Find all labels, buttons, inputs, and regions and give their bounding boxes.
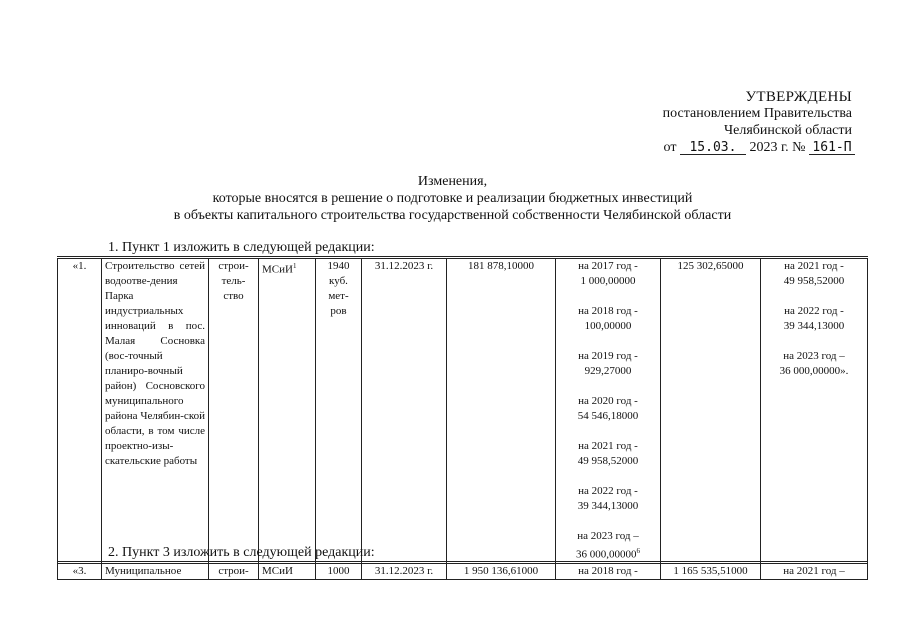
date-year: 2023 г. № [749,140,806,155]
estimated-cost: 181 878,10000 [447,258,556,564]
table-row [58,258,868,564]
yearly-allocations: на 2018 год - [556,563,661,580]
remaining-allocations: на 2021 год - 49 958,52000 на 2022 год - 39 344,13000 на 2023 год – 36 000,00000». [761,258,868,564]
item-1-title: 1. Пункт 1 изложить в следующей редакции: [108,240,375,255]
work-type: строи- [209,563,259,580]
deadline: 31.12.2023 г. [362,563,447,580]
total-amount: 125 302,65000 [661,258,761,564]
item-3-title: 2. Пункт 3 изложить в следующей редакции: [108,545,375,560]
allocations-footnote: 6 [636,547,640,555]
approval-title: УТВЕРЖДЕНЫ [745,89,852,105]
item-3-table [57,561,868,580]
number-value: 161-П [809,141,855,155]
yearly-allocations: на 2017 год - 1 000,00000 на 2018 год - 100,00000 на 2019 год - 929,27000 на 2020 год - 54 546,18000 на 2021 год - 49 958,52000 на 2022 год - 39 344,13000 на 2023 год – 36 000,00000 [576,260,639,561]
approval-line-2: Челябинской области [724,123,852,138]
customer-footnote: 1 [292,262,297,270]
approval-line-1: постановлением Правительства [662,106,852,121]
document-heading-3: в объекты капитального строительства государственной собственности Челябинской области [173,208,732,223]
remaining-allocations: на 2021 год – [761,563,868,580]
deadline: 31.12.2023 г. [362,258,447,564]
object-name: Муниципальное [102,563,209,580]
date-value: 15.03. [680,141,746,155]
item-1-table [57,256,868,564]
estimated-cost: 1 950 136,61000 [447,563,556,580]
row-number: «3. [58,563,102,580]
customer-cell [259,258,316,564]
table-row [58,563,868,580]
document-heading-1: Изменения, [417,174,488,189]
capacity: 1000 [316,563,362,580]
document-heading-2: которые вносятся в решение о подготовке и реализации бюджетных инвестиций [212,191,693,206]
capacity: 1940 куб. мет- ров [316,258,362,564]
customer: МСиИ [259,563,316,580]
yearly-allocations-cell [556,258,661,564]
approval-date-line [664,140,855,156]
date-prefix: от [663,140,677,155]
work-type: строи- тель- ство [209,258,259,564]
row-number: «1. [58,258,102,564]
object-name: Строительство сетей водоотве-дения Парка индустриальных инноваций в пос. Малая Сосновка (вос-точный планиро-вочный район) Сосновского муниципального района Челябин-ской области, в том числе проектно-изы-скательские работы [102,258,209,564]
customer: МСиИ [262,263,293,276]
total-amount: 1 165 535,51000 [661,563,761,580]
